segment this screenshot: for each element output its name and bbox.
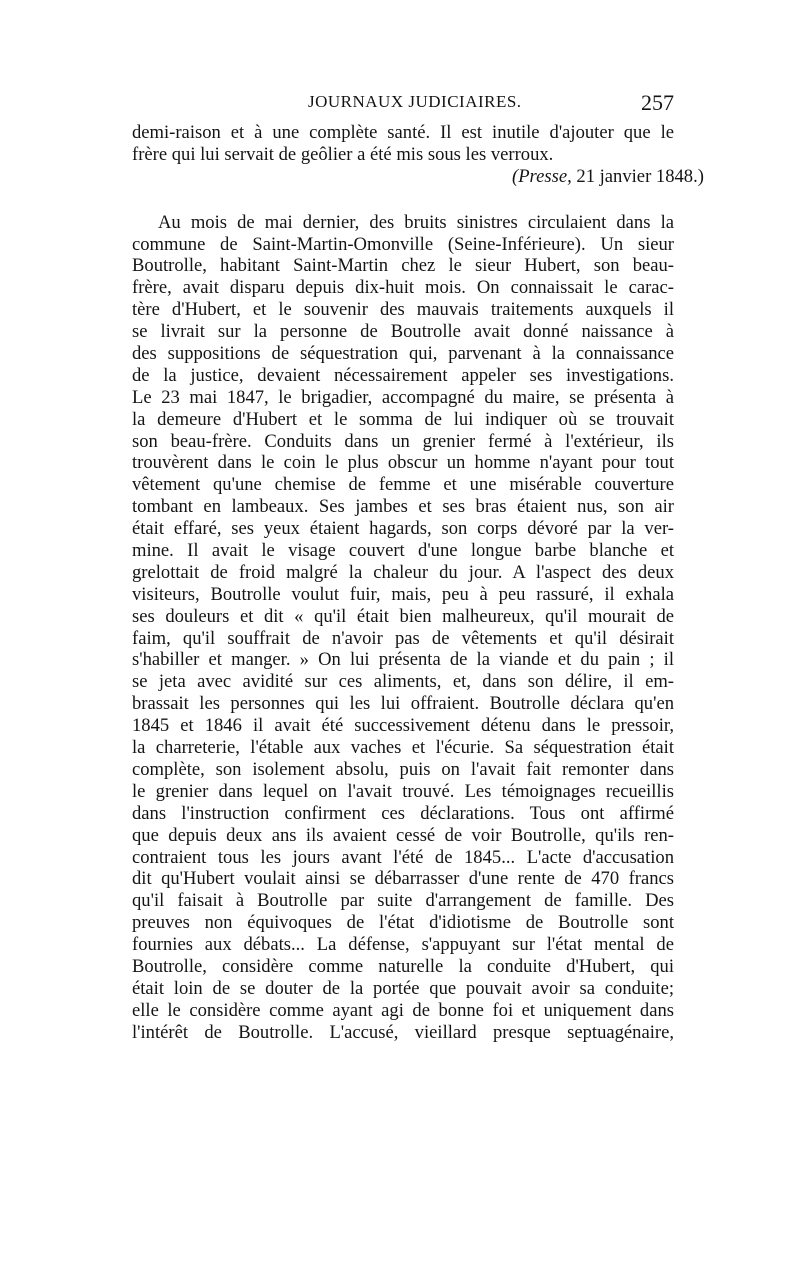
text-line: était effaré, ses yeux étaient hagards, son corps dévoré par la ver- [132, 518, 674, 540]
text-line: dit qu'Hubert voulait ainsi se débarrasser d'une rente de 470 francs [132, 868, 674, 890]
text-line: s'habiller et manger. » On lui présenta de la viande et du pain ; il [132, 649, 674, 671]
text-line: visiteurs, Boutrolle voulut fuir, mais, peu à peu rassuré, il exhala [132, 583, 674, 605]
text-line: qu'il faisait à Boutrolle par suite d'arrangement de famille. Des [132, 890, 674, 912]
running-title: JOURNAUX JUDICIAIRES. [308, 92, 522, 111]
page-number: 257 [641, 90, 674, 115]
text-line: l'intérêt de Boutrolle. L'accusé, vieillard presque septuagénaire, [132, 1021, 674, 1043]
text-line: faim, qu'il souffrait de n'avoir pas de vêtements et qu'il désirait [132, 627, 674, 649]
text-line: dans l'instruction confirment ces déclarations. Tous ont affirmé [132, 802, 674, 824]
text-line: Le 23 mai 1847, le brigadier, accompagné du maire, se présenta à [132, 386, 674, 408]
text-line: tombant en lambeaux. Ses jambes et ses bras étaient nus, son air [132, 496, 674, 518]
text-line: elle le considère comme ayant agi de bonne foi et uniquement dans [132, 999, 674, 1021]
text-line: ses douleurs et dit « qu'il était bien malheureux, qu'il mourait de [132, 605, 674, 627]
running-head [132, 90, 674, 120]
text-line: que depuis deux ans ils avaient cessé de voir Boutrolle, qu'ils ren- [132, 824, 674, 846]
text-line: contraient tous les jours avant l'été de 1845... L'acte d'accusation [132, 846, 674, 868]
citation-date: 21 janvier 1848.) [576, 165, 704, 187]
text-line: de la justice, devaient nécessairement appeler ses investigations. [132, 364, 674, 386]
text-line: trouvèrent dans le coin le plus obscur un homme n'ayant pour tout [132, 452, 674, 474]
text-line: frère qui lui servait de geôlier a été mis sous les verroux. [132, 143, 554, 165]
text-line: la charreterie, l'étable aux vaches et l'écurie. Sa séquestration était [132, 737, 674, 759]
text-line: fournies aux débats... La défense, s'appuyant sur l'état mental de [132, 934, 674, 956]
text-line: vêtement qu'une chemise de femme et une misérable couverture [132, 474, 674, 496]
text-line: Boutrolle, habitant Saint-Martin chez le sieur Hubert, son beau- [132, 255, 674, 277]
text-line: complète, son isolement absolu, puis on l'avait fait remonter dans [132, 758, 674, 780]
text-line: se jeta avec avidité sur ces aliments, et, dans son délire, il em- [132, 671, 674, 693]
text-line: tère d'Hubert, et le souvenir des mauvais traitements auxquels il [132, 299, 674, 321]
text-line: commune de Saint-Martin-Omonville (Seine-Inférieure). Un sieur [132, 233, 674, 255]
citation [132, 165, 704, 188]
text-line: se livrait sur la personne de Boutrolle avait donné naissance à [132, 321, 674, 343]
text-line: 1845 et 1846 il avait été successivement détenu dans le pressoir, [132, 715, 674, 737]
text-line: frère, avait disparu depuis dix-huit mois. On connaissait le carac- [132, 277, 674, 299]
citation-source: (Presse, [512, 165, 572, 187]
text-line: était loin de se douter de la portée que pouvait avoir sa conduite; [132, 977, 674, 999]
text-line: le grenier dans lequel on l'avait trouvé. Les témoignages recueillis [132, 780, 674, 802]
text-line: mine. Il avait le visage couvert d'une longue barbe blanche et [132, 540, 674, 562]
body-text [132, 122, 704, 1044]
text-line: la demeure d'Hubert et le somma de lui indiquer où se trouvait [132, 408, 674, 430]
text-line: Au mois de mai dernier, des bruits sinistres circulaient dans la [158, 211, 674, 233]
text-line: son beau-frère. Conduits dans un grenier fermé à l'extérieur, ils [132, 430, 674, 452]
paragraph-gap [132, 188, 674, 212]
text-line: Boutrolle, considère comme naturelle la conduite d'Hubert, qui [132, 955, 674, 977]
text-line: brassait les personnes qui les lui offraient. Boutrolle déclara qu'en [132, 693, 674, 715]
text-line: grelottait de froid malgré la chaleur du jour. A l'aspect des deux [132, 561, 674, 583]
text-line: demi-raison et à une complète santé. Il est inutile d'ajouter que le [132, 122, 674, 143]
text-line: preuves non équivoques de l'état d'idiotisme de Boutrolle sont [132, 912, 674, 934]
text-line: des suppositions de séquestration qui, parvenant à la connaissance [132, 343, 674, 365]
